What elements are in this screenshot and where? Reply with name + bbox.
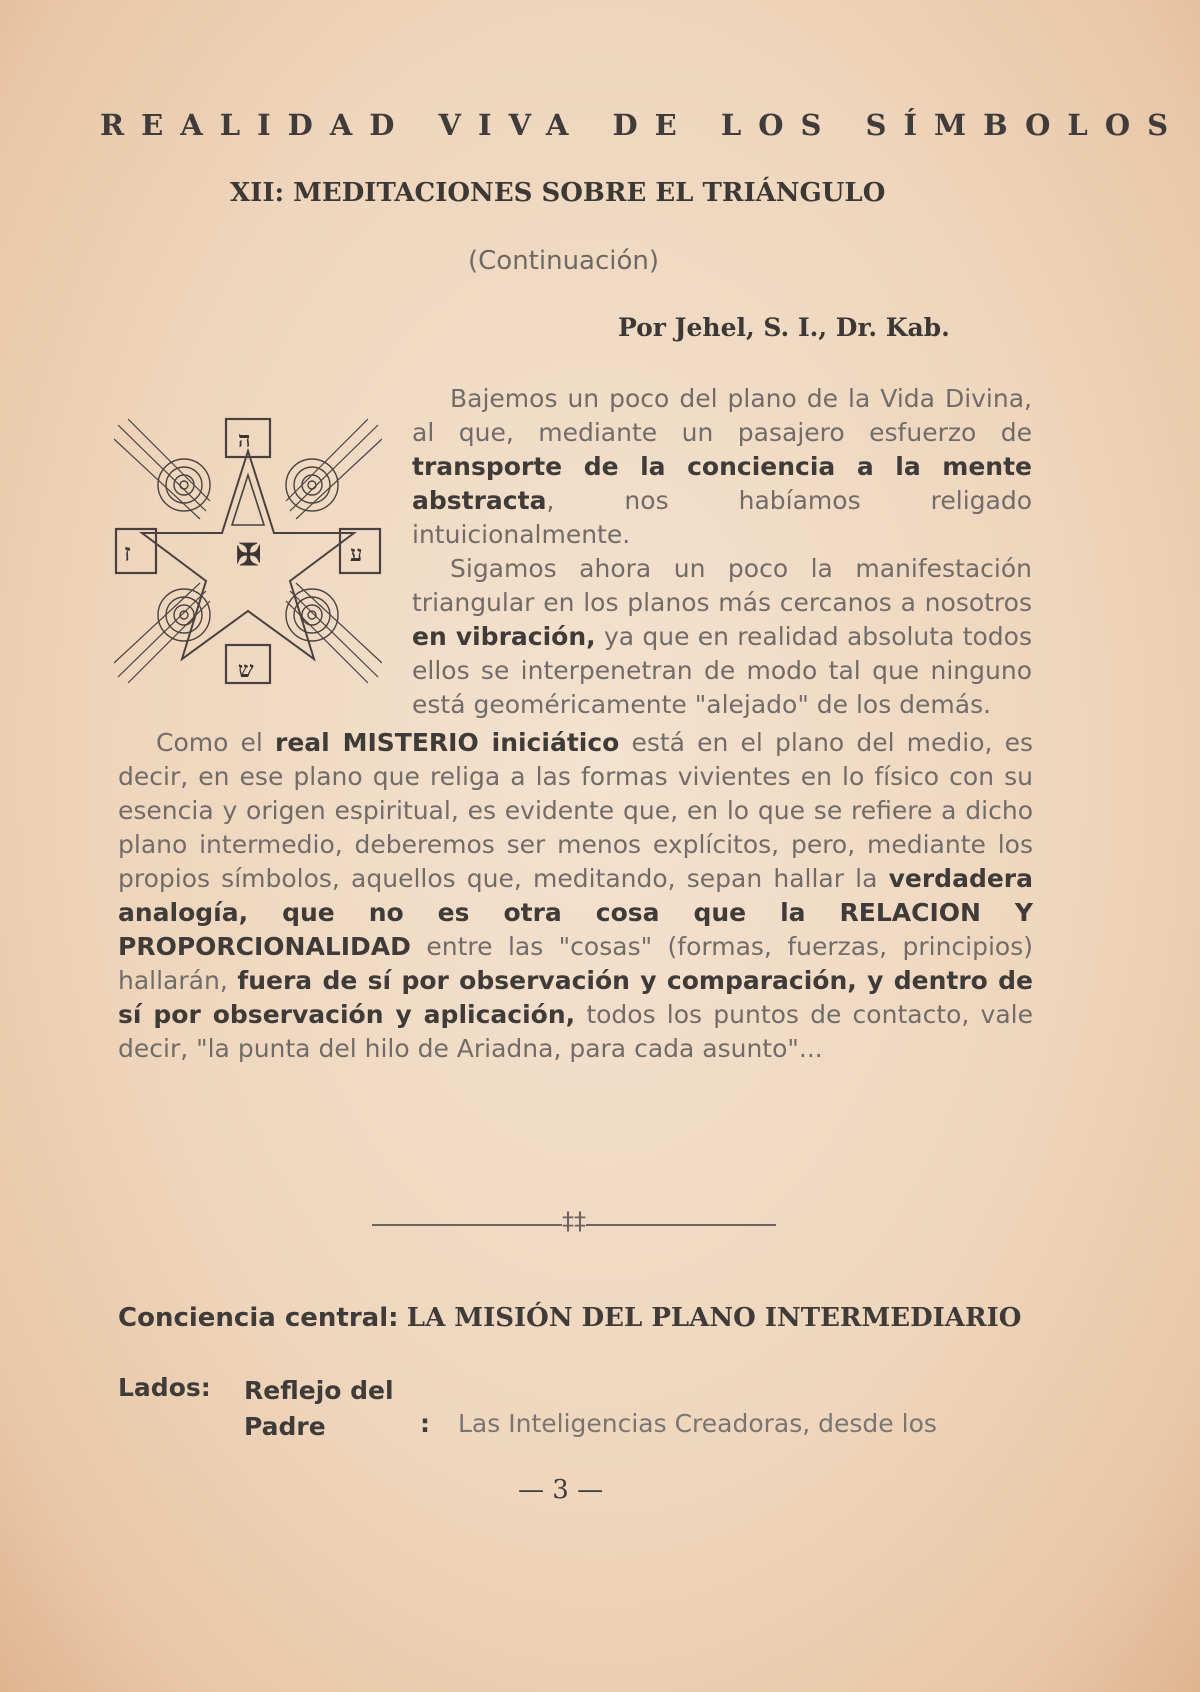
section-divider [372, 1207, 776, 1235]
svg-text:✠: ✠ [236, 538, 262, 573]
chapter-title: XII: MEDITACIONES SOBRE EL TRIÁNGULO [230, 178, 886, 208]
p1-text-2: , nos habíamos religado intuicionalmente. [412, 486, 1032, 549]
p2-text-2: ya que en realidad absoluta todos ellos se interpenetran de modo tal que ninguno está geoméricamente "alejado" de los demás. [412, 622, 1032, 719]
divider-line-left [372, 1224, 562, 1226]
p2-text-1: Sigamos ahora un poco la manifestación triangular en los planos más cercanos a nosotros [412, 554, 1032, 617]
divider-line-right [586, 1224, 776, 1226]
p2-bold-1: en vibración, [412, 622, 596, 651]
p3-bold-2: verdadera analogía, que no es otra cosa que la RELACION Y PROPORCIONALIDAD [118, 864, 1033, 961]
author-line: Por Jehel, S. I., Dr. Kab. [618, 313, 950, 342]
intro-paragraphs [412, 382, 1032, 722]
p3-bold-3: fuera de sí por observación y comparación, y dentro de sí por observación y aplicación, [118, 966, 1033, 1029]
central-value: LA MISIÓN DEL PLANO INTERMEDIARIO [406, 1303, 1022, 1333]
central-label: Conciencia central: [118, 1303, 399, 1333]
divider-mark: ‡‡ [562, 1207, 586, 1235]
svg-text:ז: ז [124, 538, 131, 567]
paragraph-3 [118, 726, 1033, 1066]
lados-term [244, 1373, 394, 1445]
triangle-symbols-emblem-icon [114, 415, 382, 687]
series-title: REALIDAD VIVA DE LOS SÍMBOLOS [100, 108, 1186, 142]
p3-bold-1: real MISTERIO iniciático [275, 728, 620, 757]
central-consciousness-line [118, 1303, 1021, 1333]
svg-text:ע: ע [350, 541, 363, 567]
lados-colon: : [420, 1409, 430, 1438]
p3-text-3: entre las "cosas" (formas, fuerzas, principios) hallarán, [118, 932, 1033, 995]
p1-bold-1: transporte de la conciencia a la mente abstracta [412, 452, 1032, 515]
p1-text-1: Bajemos un poco del plano de la Vida Divina, al que, mediante un pasajero esfuerzo de [412, 384, 1032, 447]
page-number: — 3 — [518, 1475, 604, 1505]
lados-term-line-1: Reflejo del [244, 1376, 394, 1405]
lados-term-line-2: Padre [244, 1412, 326, 1441]
paragraph-1 [412, 382, 1032, 552]
p3-text-4: todos los puntos de contacto, vale decir, "la punta del hilo de Ariadna, para cada asunto"... [118, 1000, 1033, 1063]
svg-text:ש: ש [238, 657, 254, 683]
continuation-note: (Continuación) [468, 246, 660, 276]
lados-description: Las Inteligencias Creadoras, desde los [458, 1409, 937, 1438]
svg-text:ה: ה [238, 427, 251, 453]
paragraph-2 [412, 552, 1032, 722]
main-paragraph [118, 726, 1033, 1066]
p3-text-1: Como el [156, 728, 275, 757]
lados-label: Lados: [118, 1373, 211, 1402]
p3-text-2: está en el plano del medio, es decir, en ese plano que religa a las formas vivientes en lo físico con su esencia y origen espiritual, es evidente que, en lo que se refiere a dicho plano intermedio, deberemos ser menos explícitos, pero, mediante los propios símbolos, aquellos que, meditando, sepan hallar la [118, 728, 1034, 893]
